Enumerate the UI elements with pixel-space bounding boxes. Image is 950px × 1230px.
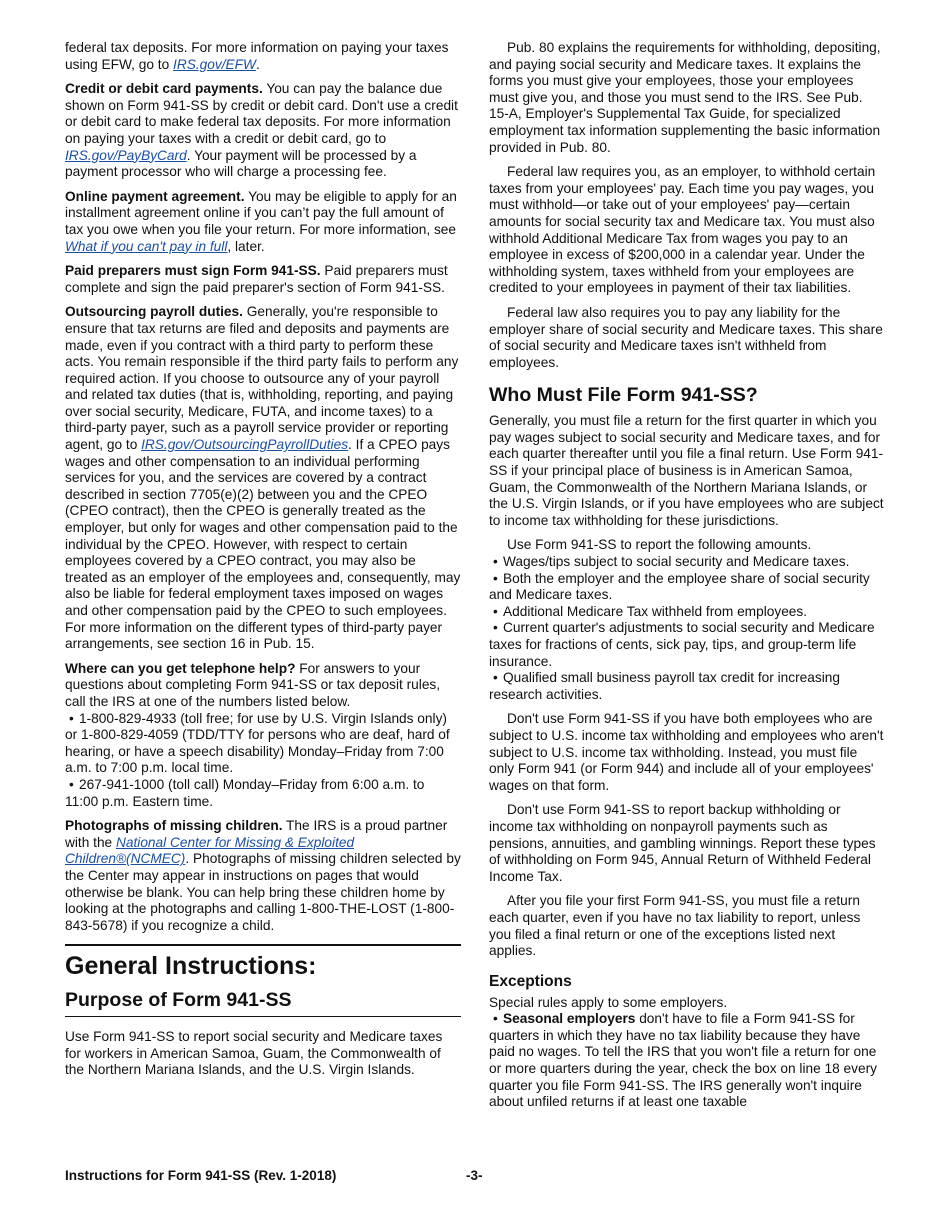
seasonal-employers-bullet: • Seasonal employers don't have to file a Form 941-SS for quarters in which they have no tax liability because they have paid no wages. To tell the IRS that you won't file a return for one or more quarters during the year, check the box on line 18 every quarter you file Form 941-SS. The IRS generally won't inquire about unfiled returns if at least one taxable — [489, 1011, 885, 1111]
right-column — [489, 40, 885, 1111]
amount-bullet: • Qualified small business payroll tax credit for increasing research activities. — [489, 670, 885, 703]
phone-bullet: • 1-800-829-4933 (toll free; for use by U.S. Virgin Islands only) or 1-800-829-4059 (TDD/TTY for persons who are deaf, hard of hearing, or have a speech disability) Monday–Friday from 7:00 a.m. to 7:00 p.m. local time. — [65, 711, 461, 777]
telephone-help-heading: Where can you get telephone help? — [65, 660, 296, 676]
who-must-file-paragraph: Generally, you must file a return for the first quarter in which you pay wages subject to social security and Medicare taxes, and for each quarter thereafter until you file a final return. Use Form 941-SS if your principal place of business is in American Samoa, Guam, the Commonwealth of the Northern Mariana Islands, or the U.S. Virgin Islands, or if you have employees who are subject to income tax withholding for these jurisdictions. — [489, 413, 884, 528]
outsourcing-paragraph: Outsourcing payroll duties. Generally, you're responsible to ensure that tax returns are filed and deposits and payments are made, even if you contract with a third party to perform these acts. You remain responsible if the third party fails to perform any required action. If you choose to outsource any of your payroll and related tax duties (that is, withholding, reporting, and paying over social security, Medicare, FUTA, and income taxes) to a third-party payer, such as a payroll service provider or reporting agent, go to IRS.gov/OutsourcingPayrollDuties. If a CPEO pays wages and other compensation to an individual performing services for you, and the services are covered by a contract described in section 7705(e)(2) between you and the CPEO (CPEO contract), then the CPEO is generally treated as the employer, but only for wages and other compensation paid to the individual by the CPEO. However, with respect to certain employees covered by a CPEO contract, you may also be treated as an employer of the employees and, consequently, may also be liable for federal employment taxes imposed on wages and other compensation paid by the CPEO to such employees. For more information on the different types of third-party payer arrangements, see section 16 in Pub. 15. — [65, 304, 461, 652]
telephone-help-paragraph: Where can you get telephone help? For answers to your questions about completing Form 941-SS or tax deposit rules, call the IRS at one of the numbers listed below. — [65, 660, 441, 709]
credit-card-paragraph: Credit or debit card payments. You can pay the balance due shown on Form 941-SS by credit or debit card. Don't use a credit or debit card to make federal tax deposits. For more information on paying your taxes with a credit or debit card, go to IRS.gov/PayByCard. Your payment will be processed by a payment processor who will charge a processing fee. — [65, 81, 458, 180]
dont-use-paragraph-1: Don't use Form 941-SS if you have both employees who are subject to U.S. income tax withholding and employees who aren't subject to U.S. income tax withholding. Instead, you must file only Form 941 (or Form 944) and include all of your employees' wages on that form. — [489, 711, 884, 793]
footer-title: Instructions for Form 941-SS (Rev. 1-2018) — [65, 1168, 337, 1183]
report-amounts-intro: Use Form 941-SS to report the following amounts. — [507, 537, 812, 553]
amount-bullet: • Additional Medicare Tax withheld from employees. — [489, 604, 885, 621]
exceptions-heading: Exceptions — [489, 972, 572, 990]
purpose-heading: Purpose of Form 941-SS — [65, 988, 461, 1017]
paid-preparers-heading: Paid preparers must sign Form 941-SS. — [65, 263, 321, 279]
amount-bullet: • Both the employer and the employee share of social security and Medicare taxes. — [489, 571, 885, 604]
special-rules-text: Special rules apply to some employers. — [489, 994, 728, 1010]
federal-law-liability-paragraph: Federal law also requires you to pay any liability for the employer share of social security and Medicare taxes. This share of social security and Medicare taxes isn't withheld from employees. — [489, 304, 883, 370]
amount-bullet: • Wages/tips subject to social security and Medicare taxes. — [489, 554, 885, 571]
efw-link[interactable]: IRS.gov/EFW — [173, 56, 256, 72]
general-instructions-heading: General Instructions: — [65, 944, 461, 980]
phone-bullet: • 267-941-1000 (toll call) Monday–Friday from 6:00 a.m. to 11:00 p.m. Eastern time. — [65, 777, 461, 810]
paybycard-link[interactable]: IRS.gov/PayByCard — [65, 147, 187, 163]
amount-bullet: • Current quarter's adjustments to social security and Medicare taxes for fractions of cents, sick pay, tips, and group-term life insurance. — [489, 620, 885, 670]
purpose-paragraph: Use Form 941-SS to report social security and Medicare taxes for workers in American Samoa, Guam, the Commonwealth of the Northern Mariana Islands, and the U.S. Virgin Islands. — [65, 1029, 443, 1078]
dont-use-paragraph-2: Don't use Form 941-SS to report backup withholding or income tax withholding on nonpayroll payments such as pensions, annuities, and gambling winnings. Report these types of withholding on Form 945, Annual Return of Withheld Federal Income Tax. — [489, 802, 876, 884]
after-file-paragraph: After you file your first Form 941-SS, you must file a return each quarter, even if you have no tax liability to report, unless you filed a final return or one of the exceptions listed next applies. — [489, 893, 861, 959]
cant-pay-link[interactable]: What if you can't pay in full — [65, 238, 228, 254]
online-agreement-paragraph: Online payment agreement. You may be eligible to apply for an installment agreement online if you can’t pay the full amount of tax you owe when you file your return. For more information, see What if you can't pay in full, later. — [65, 188, 457, 254]
paid-preparers-paragraph: Paid preparers must sign Form 941-SS. Paid preparers must complete and sign the paid preparer's section of Form 941-SS. — [65, 263, 448, 295]
missing-children-paragraph: Photographs of missing children. The IRS is a proud partner with the National Center for Missing & Exploited Children®(NCMEC). Photographs of missing children selected by the Center may appear in instructions on pages that would otherwise be blank. You can help bring these children home by looking at the photographs and calling 1-800-THE-LOST (1-800-843-5678) if you recognize a child. — [65, 818, 461, 933]
page-number: -3- — [466, 1168, 483, 1183]
missing-children-heading: Photographs of missing children. — [65, 818, 283, 834]
outsourcing-link[interactable]: IRS.gov/OutsourcingPayrollDuties — [141, 437, 349, 453]
efw-paragraph: federal tax deposits. For more information on paying your taxes using EFW, go to IRS.gov/EFW. — [65, 40, 449, 72]
online-agreement-heading: Online payment agreement. — [65, 188, 245, 204]
pub80-paragraph: Pub. 80 explains the requirements for withholding, depositing, and paying social security and Medicare taxes. It explains the forms you must give your employees, those your employees must give you, and those you must send to the IRS. See Pub. 15-A, Employer's Supplemental Tax Guide, for specialized employment tax information supplementing the basic information provided in Pub. 80. — [489, 40, 881, 155]
seasonal-employers-heading: Seasonal employers — [503, 1011, 636, 1027]
ncmec-link[interactable]: National Center for Missing & Exploited Children®(NCMEC) — [65, 834, 355, 867]
outsourcing-heading: Outsourcing payroll duties. — [65, 304, 243, 320]
credit-card-heading: Credit or debit card payments. — [65, 81, 263, 97]
left-column — [65, 40, 461, 1087]
federal-law-withhold-paragraph: Federal law requires you, as an employer, to withhold certain taxes from your employees' pay. Each time you pay wages, you must withhold—or take out of your employees' pay—certain amounts for social security tax and Medicare tax. You must also withhold Additional Medicare Tax from wages you pay to an employee in excess of $200,000 in a calendar year. Under the withholding system, taxes withheld from your employees are credited to your employees in payment of their tax liabilities. — [489, 164, 876, 296]
who-must-file-heading: Who Must File Form 941-SS? — [489, 384, 758, 407]
